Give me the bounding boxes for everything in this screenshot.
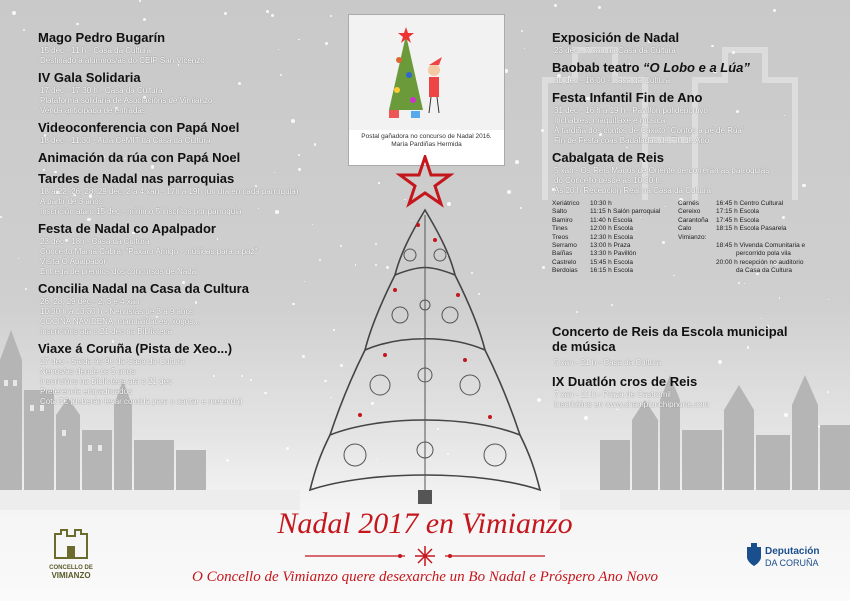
schedule-time: 12:00 h Escola [590, 225, 634, 233]
schedule-place: Calo [678, 225, 692, 233]
event-concilia [38, 281, 338, 337]
schedule-time: percorrido pola vila [736, 250, 791, 258]
event-title: IV Gala Solidaria [38, 70, 141, 85]
event-cabalgata [552, 150, 850, 196]
event-detail: 23 dec - 18h - Casa da Cultura [40, 237, 150, 246]
snowflake-dot [25, 288, 27, 290]
event-detail: 23 dec - 7 xan na Casa da Cultura [554, 46, 676, 55]
event-baobab [552, 60, 850, 86]
event-detail: do Concello desde as 10:30 h. [554, 176, 663, 185]
deputacion-logo-line-1: Deputación [765, 546, 820, 557]
schedule-place: Tines [552, 225, 568, 233]
event-title: Festa Infantil Fin de Ano [552, 90, 703, 105]
event-detail: A partir de 3 anos [40, 197, 103, 206]
event-detail: 5 xan - Os Reis Magos de Oriente percorrerán as parroquias [554, 166, 770, 175]
event-detail: COCIÑA NAVIDEÑA, manualidades, xogos... [40, 317, 200, 326]
event-title: Cabalgata de Reis [552, 150, 664, 165]
event-viaxe [38, 341, 338, 407]
event-title: Mago Pedro Bugarín [38, 30, 166, 45]
event-title-main: Baobab teatro [552, 60, 644, 75]
snowflake-dot [773, 9, 776, 12]
event-detail: 27 dec - Saída ás 9h da Casa da Cultura [40, 357, 185, 366]
snowflake-dot [266, 10, 269, 13]
event-detail: Preferencia empadroados [40, 387, 133, 396]
snowflake-dot [139, 0, 140, 1]
schedule-time: 18:45 h Vivenda Comunitaria e [716, 242, 806, 250]
event-detail: 7 xan - 11 h - Praza de Castromil [554, 390, 671, 399]
deputacion-logo-line-2: DA CORUÑA [765, 558, 819, 568]
concello-logo [36, 526, 106, 579]
event-detail: 26, 28, 29 dec - 2, 3 e 4 xan [40, 297, 140, 306]
schedule-time: 11:40 h Escola [590, 216, 633, 224]
event-concerto-reis [552, 324, 850, 368]
event-detail: 18 a 22, 26, 28, 29 dec, 2 a 4 xan - 17h a 19h (un día en cada parroquia) [40, 187, 299, 196]
event-detail: Entrega de premios dos concursos de Nadal [40, 267, 198, 276]
snowflake-dot [330, 15, 332, 17]
schedule-place: Bamiro [552, 216, 573, 224]
event-detail: Fin de Festa coas Badaladas de Fin de Ano [554, 136, 710, 145]
cabalgata-schedule [552, 200, 850, 318]
event-detail: Visita O Apalpador [40, 257, 107, 266]
schedule-place: Treos [552, 233, 569, 241]
event-detail: Inscricións na Biblioteca ata o 21 dec [40, 377, 173, 386]
snowflake-dot [23, 29, 25, 31]
event-detail: Nenos/as dende os 5 anos [40, 367, 136, 376]
schedule-time: 10:30 h [590, 200, 612, 207]
event-title-play: “O Lobo e a Lúa” [643, 60, 750, 75]
snowflake-dot [0, 216, 2, 218]
event-detail: 10:30 h a 13:30 h - Nenos/as de 3 a 9 anos [40, 307, 194, 316]
schedule-time: 13:00 h Praza [590, 242, 631, 250]
event-detail: Destinado a alumnos/as do CEIP San Vicenzo [40, 56, 205, 65]
event-title: Concerto de Reis da Escola municipal de música [552, 324, 788, 354]
snowflake-dot [76, 23, 78, 25]
postcard-drawing [349, 15, 504, 130]
snowflake-dot [521, 30, 523, 32]
event-detail: Á tardiña dos contos de Caxato "Contos a pé de Rúa" [554, 126, 745, 135]
schedule-place: Xeriátrico [552, 200, 580, 207]
postcard-caption-line-2: María Pardiñas Hermida [391, 141, 462, 148]
postcard-illustration [349, 15, 504, 130]
schedule-time: 12:30 h Escola [590, 233, 634, 241]
schedule-time: 13:30 h Pavillón [590, 250, 637, 258]
schedule-time: 11:15 h Salón parroquial [590, 208, 661, 216]
postcard-caption [349, 133, 504, 149]
snowflake-dot [554, 4, 558, 8]
event-mago [38, 30, 338, 66]
snowflake-dot [143, 18, 146, 21]
event-title [552, 60, 850, 75]
event-animacion [38, 150, 338, 165]
castle-icon [51, 526, 91, 560]
schedule-time: 20:00 h recepción no auditorio [716, 258, 804, 266]
event-detail: 5 xan - 21 h - Casa da Cultura [554, 358, 662, 367]
schedule-time: 17:15 h Escola [716, 208, 760, 216]
schedule-time [716, 234, 805, 242]
event-title: Viaxe á Coruña (Pista de Xeo...) [38, 341, 233, 356]
poster-greeting: O Concello de Vimianzo quere desexarche un Bo Nadal e Próspero Ano Novo [191, 569, 659, 585]
event-detail: 18 dec - 11:30 - Aula CeMIT da Casa da Cultura [40, 136, 211, 145]
left-events-column [38, 30, 338, 411]
event-detail: Plataforma solidaria de Asociacións de Vimianzo [40, 96, 213, 105]
event-detail: Inscricións en www.championchipnorte.com [554, 400, 710, 409]
postcard-caption-line-1: Postal gañadora no concurso de Nadal 2016. [361, 133, 492, 140]
event-detail: Venda anticipada de entradas [40, 106, 146, 115]
event-detail: Cota 5€ (deberán levar comida para o xantar e merenda) [40, 397, 243, 406]
event-gala [38, 70, 338, 116]
snowflake-dot [224, 12, 228, 16]
poster-title: Nadal 2017 en Vimianzo [277, 507, 573, 540]
schedule-places-2 [678, 200, 708, 242]
event-detail: 15 dec - 11 h - Casa da Cultura [40, 46, 152, 55]
schedule-times-1 [590, 200, 660, 276]
event-detail: Inscrición ata o 15 dec - mínimo 5 inscritos por parroquia [40, 207, 242, 216]
event-detail: Ás 20 h Recepción Real na Casa da Cultura [554, 186, 711, 195]
event-detail: Inchables, maquillaxe e música [554, 116, 666, 125]
snowflake-dot [598, 6, 601, 9]
concello-logo-line-1: CONCELLO DE [49, 565, 93, 571]
deputacion-emblem-icon [745, 543, 763, 567]
right-events-column [552, 30, 850, 414]
schedule-place: Berdoias [552, 267, 578, 275]
schedule-place: Carantoña [678, 216, 709, 224]
schedule-time: 15:45 h Escola [590, 258, 634, 266]
schedule-place: Serramo [552, 242, 577, 250]
snowflake-dot [18, 258, 19, 259]
event-title: Videoconferencia con Papá Noel [38, 120, 240, 135]
event-title: Concilia Nadal na Casa da Cultura [38, 281, 249, 296]
snowflake-dot [12, 11, 16, 15]
event-title: Exposición de Nadal [552, 30, 680, 45]
snowflake-dot [271, 14, 274, 17]
schedule-place: Salto [552, 208, 567, 216]
schedule-place: Castrelo [552, 258, 577, 266]
event-title: IX Duatlón cros de Reis [552, 374, 698, 389]
event-detail: 30 dec - 18:00 - Casa da Cultura [554, 76, 671, 85]
schedule-places-1 [552, 200, 579, 276]
event-detail: Inscricións ata o 21 dec na Biblioteca [40, 327, 173, 336]
event-duatlon [552, 374, 850, 410]
event-detail: 17 dec - 17:30 h - Casa da Cultura [40, 86, 163, 95]
winning-postcard [348, 14, 505, 166]
event-videoconferencia [38, 120, 338, 146]
schedule-time: 18:15 h Escola Pasarela [716, 225, 787, 233]
schedule-place: Baíñas [552, 250, 573, 258]
event-title: Tardes de Nadal nas parroquias [38, 171, 235, 186]
schedule-times-2 [716, 200, 805, 276]
schedule-place: Vimianzo: [678, 233, 707, 241]
event-apalpador [38, 221, 338, 277]
concello-logo-line-2: VIMIANZO [51, 571, 91, 580]
event-exposicion [552, 30, 850, 56]
event-detail: Concerto Mamá Cabra: "Paxaro Amigo - músicas para a paz" [40, 247, 258, 256]
event-title: Animación da rúa con Papá Noel [38, 150, 241, 165]
schedule-time: da Casa da Cultura [736, 267, 793, 275]
snowflake-divider [305, 545, 545, 567]
event-title: Festa de Nadal co Apalpador [38, 221, 216, 236]
schedule-time: 16:45 h Centro Cultural [716, 200, 784, 207]
schedule-time: 16:15 h Escola [590, 267, 634, 275]
event-tardes [38, 171, 338, 217]
schedule-place: Cereixo [678, 208, 701, 216]
event-detail: 31 dec - 16 h a 19 h - Pavillón polideportivo [554, 106, 708, 115]
star-icon [400, 157, 450, 204]
schedule-time: 17:45 h Escola [716, 216, 760, 224]
schedule-place: Carnés [678, 200, 699, 207]
event-festa-infantil [552, 90, 850, 146]
